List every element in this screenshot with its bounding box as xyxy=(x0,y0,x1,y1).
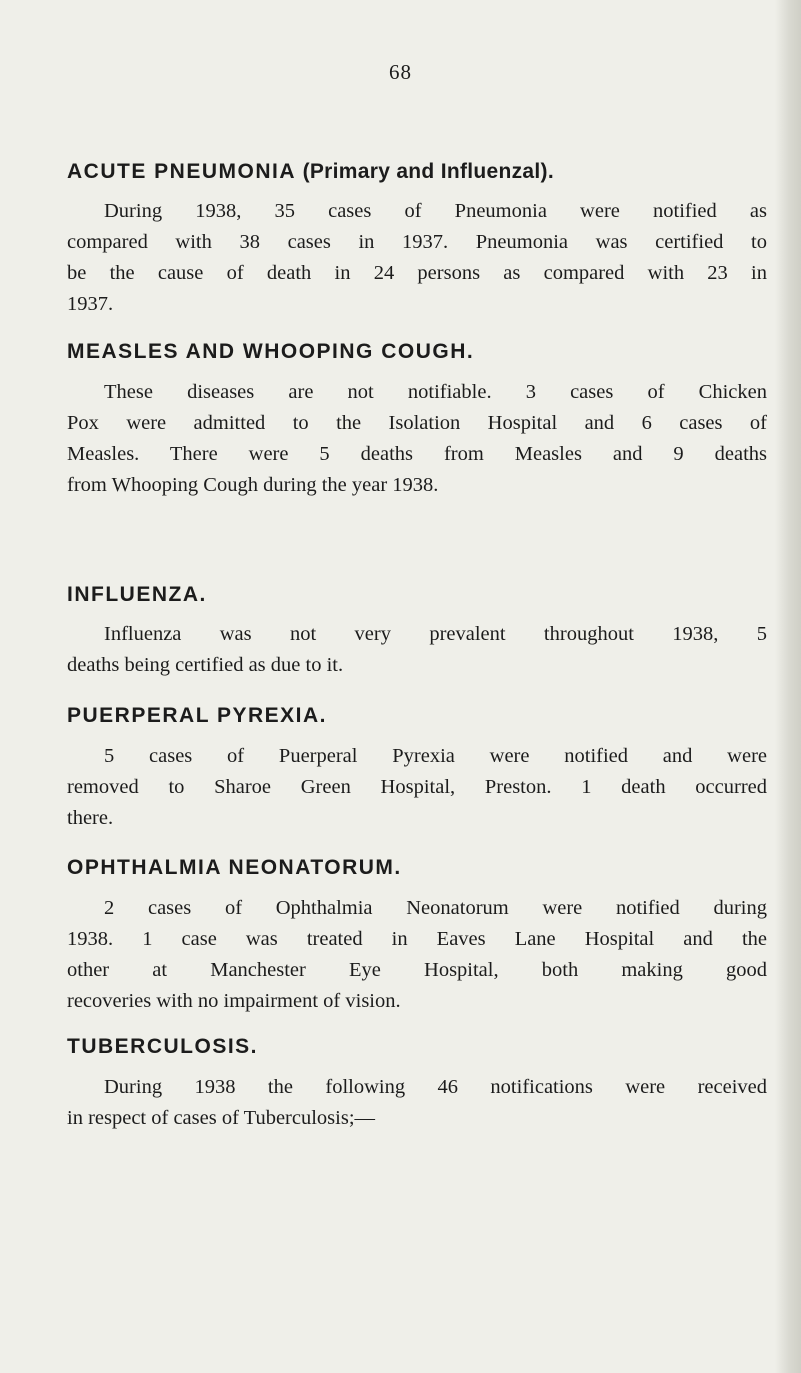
paragraph-measles xyxy=(67,377,767,501)
text-line: recoveries with no impairment of vision. xyxy=(67,990,401,1012)
text-line: removed to Sharoe Green Hospital, Preston. 1 death occurred xyxy=(67,776,767,798)
text-line: Pox were admitted to the Isolation Hospital and 6 cases of xyxy=(67,412,767,434)
text-line: Measles. There were 5 deaths from Measles and 9 deaths xyxy=(67,443,767,465)
paragraph-tuberculosis xyxy=(67,1072,767,1134)
text-line: compared with 38 cases in 1937. Pneumonia was certified to xyxy=(67,231,767,253)
heading-acute-pneumonia xyxy=(67,160,767,184)
page-edge-shadow xyxy=(775,0,801,1373)
heading-subtitle: (Primary and Influenzal). xyxy=(302,160,554,183)
text-line: other at Manchester Eye Hospital, both making good xyxy=(67,959,767,981)
text-line: During 1938, 35 cases of Pneumonia were notified as xyxy=(104,200,767,222)
heading-influenza: INFLUENZA. xyxy=(67,583,207,606)
text-line: in respect of cases of Tuberculosis;— xyxy=(67,1107,376,1129)
text-line: 2 cases of Ophthalmia Neonatorum were notified during xyxy=(104,897,767,919)
text-line: 1938. 1 case was treated in Eaves Lane Hospital and the xyxy=(67,928,767,950)
text-line: Influenza was not very prevalent throughout 1938, 5 xyxy=(104,623,767,645)
heading-ophthalmia-neonatorum: OPHTHALMIA NEONATORUM. xyxy=(67,856,402,879)
text-line: These diseases are not notifiable. 3 cases of Chicken xyxy=(104,381,767,403)
heading-puerperal-pyrexia: PUERPERAL PYREXIA. xyxy=(67,704,327,727)
text-line: 1937. xyxy=(67,293,114,315)
paragraph-acute-pneumonia xyxy=(67,196,767,320)
text-line: 5 cases of Puerperal Pyrexia were notified and were xyxy=(104,745,767,767)
text-line: there. xyxy=(67,807,114,829)
section-heading-puerperal-pyrexia xyxy=(67,704,767,728)
paragraph-influenza xyxy=(67,619,767,681)
section-heading-tuberculosis xyxy=(67,1035,767,1059)
section-heading-acute-pneumonia xyxy=(67,160,767,184)
text-line: During 1938 the following 46 notifications were received xyxy=(104,1076,767,1098)
section-heading-measles xyxy=(67,340,767,364)
text-line: deaths being certified as due to it. xyxy=(67,654,344,676)
section-heading-influenza xyxy=(67,583,767,607)
heading-main: ACUTE PNEUMONIA xyxy=(67,160,296,183)
section-heading-ophthalmia xyxy=(67,856,767,880)
page-number: 68 xyxy=(389,60,412,84)
paragraph-ophthalmia xyxy=(67,893,767,1017)
text-line: be the cause of death in 24 persons as compared with 23 in xyxy=(67,262,767,284)
heading-tuberculosis: TUBERCULOSIS. xyxy=(67,1035,259,1058)
paragraph-puerperal-pyrexia xyxy=(67,741,767,834)
text-line: from Whooping Cough during the year 1938. xyxy=(67,474,439,496)
heading-measles-whooping-cough: MEASLES AND WHOOPING COUGH. xyxy=(67,340,475,363)
